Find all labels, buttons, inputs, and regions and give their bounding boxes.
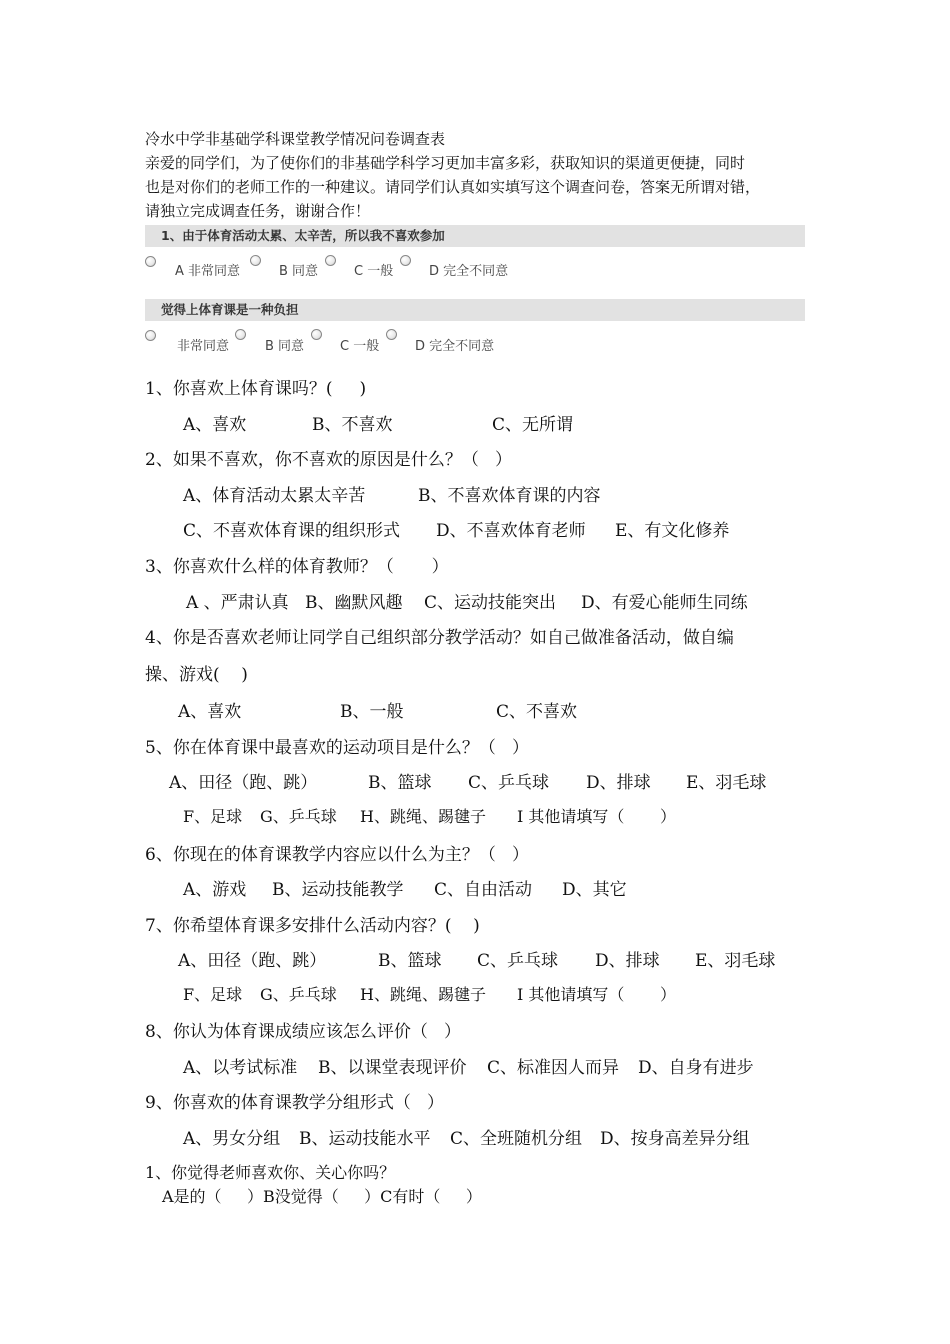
answer-6a: A、游戏 [183, 880, 247, 900]
answer-7e: E、羽毛球 [695, 951, 776, 971]
answer-7a: A、田径（跑、跳） [178, 951, 327, 971]
form-question-2: 觉得上体育课是一种负担 [145, 299, 805, 321]
form-options-2 [145, 330, 805, 352]
question-4-line-1: 4、你是否喜欢老师让同学自己组织部分教学活动？如自己做准备活动，做自编 [145, 628, 734, 648]
answer-7f: F、足球 [183, 985, 243, 1004]
answer-6b: B、运动技能教学 [272, 880, 404, 900]
answer-8b: B、以课堂表现评价 [318, 1058, 467, 1078]
answer-5b: B、篮球 [368, 773, 432, 793]
answer-1a: A、喜欢 [183, 415, 247, 435]
answer-7d: D、排球 [595, 951, 660, 971]
answer-9c: C、全班随机分组 [450, 1129, 583, 1149]
question-3: 3、你喜欢什么样的体育教师？（ ） [145, 557, 449, 577]
radio-option-b[interactable] [250, 255, 261, 266]
question-10: 1、你觉得老师喜欢你、关心你吗？ [145, 1163, 396, 1182]
question-8: 8、你认为体育课成绩应该怎么评价（ ） [145, 1022, 462, 1042]
answer-5i: I 其他请填写（ ） [517, 807, 677, 826]
answer-4a: A、喜欢 [178, 702, 242, 722]
intro-line-2: 也是对你们的老师工作的一种建议。请同学们认真如实填写这个调查问卷，答案无所谓对错， [145, 178, 761, 196]
answer-8c: C、标准因人而异 [487, 1058, 620, 1078]
answer-10: A是的（ ）B没觉得（ ）C有时（ ） [162, 1187, 482, 1206]
question-6: 6、你现在的体育课教学内容应以什么为主？（ ） [145, 845, 530, 865]
question-2: 2、如果不喜欢，你不喜欢的原因是什么？（ ） [145, 450, 513, 470]
radio-option-c[interactable] [311, 329, 322, 340]
answer-2a: A、体育活动太累太辛苦 [183, 486, 366, 506]
form-question-1: 1、由于体育活动太累、太辛苦，所以我不喜欢参加 [145, 225, 805, 247]
option-label-c: C 一般 [340, 339, 380, 354]
question-5: 5、你在体育课中最喜欢的运动项目是什么？（ ） [145, 738, 530, 758]
option-label-b: B 同意 [279, 264, 319, 279]
answer-3b: B、幽默风趣 [305, 593, 403, 613]
answer-2e: E、有文化修养 [615, 521, 730, 541]
answer-5f: F、足球 [183, 807, 243, 826]
answer-5e: E、羽毛球 [686, 773, 767, 793]
radio-option-b[interactable] [235, 329, 246, 340]
option-label-a: 非常同意 [177, 339, 230, 354]
question-4-line-2: 操、游戏( ) [145, 665, 248, 685]
option-label-b: B 同意 [265, 339, 305, 354]
answer-9b: B、运动技能水平 [299, 1129, 431, 1149]
answer-7c: C、乒乓球 [477, 951, 559, 971]
option-label-c: C 一般 [354, 264, 394, 279]
radio-option-a[interactable] [145, 330, 156, 341]
option-label-d: D 完全不同意 [415, 339, 495, 354]
option-label-d: D 完全不同意 [429, 264, 509, 279]
answer-1b: B、不喜欢 [312, 415, 393, 435]
answer-3c: C、运动技能突出 [424, 593, 557, 613]
question-9: 9、你喜欢的体育课教学分组形式（ ） [145, 1093, 445, 1113]
intro-line-1: 亲爱的同学们，为了使你们的非基础学科学习更加丰富多彩，获取知识的渠道更便捷，同时 [145, 154, 746, 172]
answer-8a: A、以考试标准 [183, 1058, 298, 1078]
answer-8d: D、自身有进步 [638, 1058, 754, 1078]
answer-7h: H、跳绳、踢毽子 [360, 985, 486, 1004]
answer-5d: D、排球 [586, 773, 651, 793]
answer-3d: D、有爱心能师生同练 [581, 593, 748, 613]
answer-7i: I 其他请填写（ ） [517, 985, 677, 1004]
answer-6d: D、其它 [562, 880, 627, 900]
radio-option-a[interactable] [145, 256, 156, 267]
answer-5a: A、田径（跑、跳） [169, 773, 318, 793]
answer-4b: B、一般 [340, 702, 404, 722]
radio-option-c[interactable] [325, 255, 336, 266]
form-options-1 [145, 256, 805, 278]
answer-2b: B、不喜欢体育课的内容 [418, 486, 601, 506]
radio-option-d[interactable] [400, 255, 411, 266]
answer-5h: H、跳绳、踢毽子 [360, 807, 486, 826]
question-1: 1、你喜欢上体育课吗？( ) [145, 379, 367, 399]
option-label-a: A 非常同意 [175, 264, 241, 279]
answer-9a: A、男女分组 [183, 1129, 281, 1149]
answer-3a: A 、严肃认真 [186, 593, 289, 613]
answer-2c: C、不喜欢体育课的组织形式 [183, 521, 401, 541]
intro-line-3: 请独立完成调查任务，谢谢合作！ [145, 202, 371, 220]
answer-5c: C、乒乓球 [468, 773, 550, 793]
answer-6c: C、自由活动 [434, 880, 533, 900]
answer-7b: B、篮球 [378, 951, 442, 971]
answer-5g: G、乒乓球 [260, 807, 337, 826]
answer-4c: C、不喜欢 [496, 702, 578, 722]
answer-9d: D、按身高差异分组 [600, 1129, 750, 1149]
answer-1c: C、无所谓 [492, 415, 574, 435]
radio-option-d[interactable] [386, 329, 397, 340]
answer-7g: G、乒乓球 [260, 985, 337, 1004]
question-7: 7、你希望体育课多安排什么活动内容？( ) [145, 916, 480, 936]
survey-title: 冷水中学非基础学科课堂教学情况问卷调查表 [145, 130, 446, 148]
answer-2d: D、不喜欢体育老师 [436, 521, 586, 541]
